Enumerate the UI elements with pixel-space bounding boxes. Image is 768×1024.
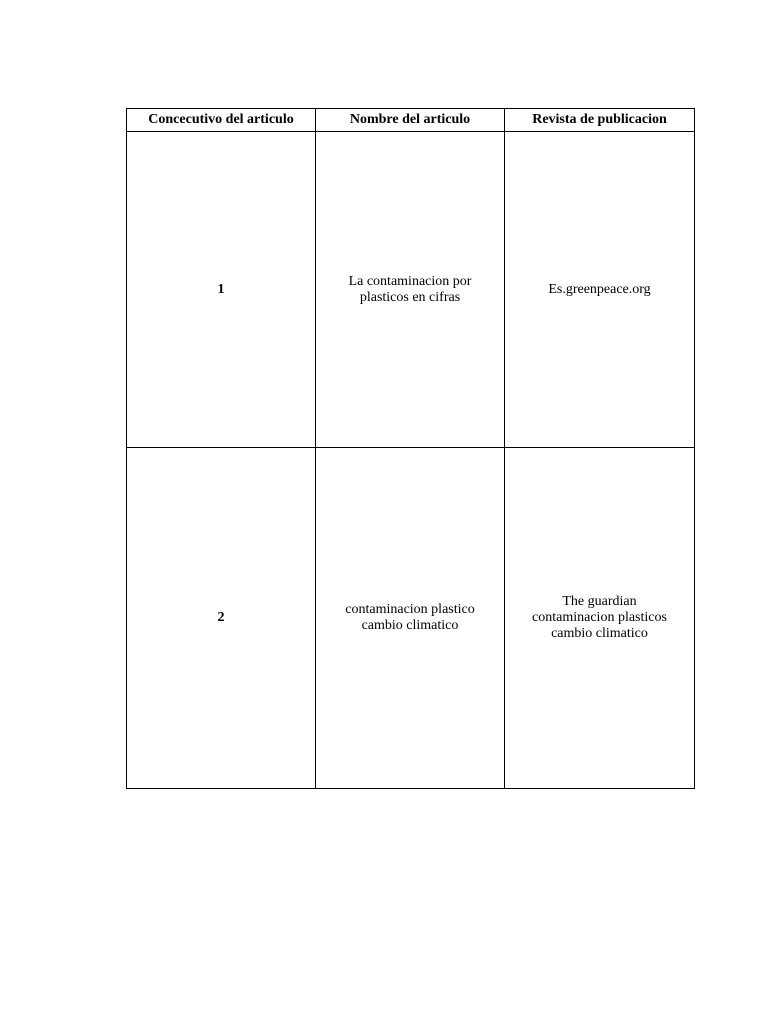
journal-text: Es.greenpeace.org xyxy=(548,281,651,297)
table-header-row xyxy=(127,109,695,132)
journal-text: The guardian contaminacion plasticos cambio climatico xyxy=(532,594,667,641)
header-journal: Revista de publicacion xyxy=(505,109,695,132)
articles-table xyxy=(126,108,695,789)
header-article-name: Nombre del articulo xyxy=(316,109,505,132)
article-name-text: contaminacion plastico cambio climatico xyxy=(345,602,475,633)
cell-consecutive: 1 xyxy=(127,132,316,448)
header-consecutive: Concecutivo del articulo xyxy=(127,109,316,132)
cell-journal xyxy=(505,132,695,448)
cell-article-name xyxy=(316,448,505,789)
cell-journal xyxy=(505,448,695,789)
table-row xyxy=(127,132,695,448)
cell-article-name xyxy=(316,132,505,448)
cell-consecutive: 2 xyxy=(127,448,316,789)
table-row xyxy=(127,448,695,789)
article-name-text: La contaminacion por plasticos en cifras xyxy=(348,273,472,305)
